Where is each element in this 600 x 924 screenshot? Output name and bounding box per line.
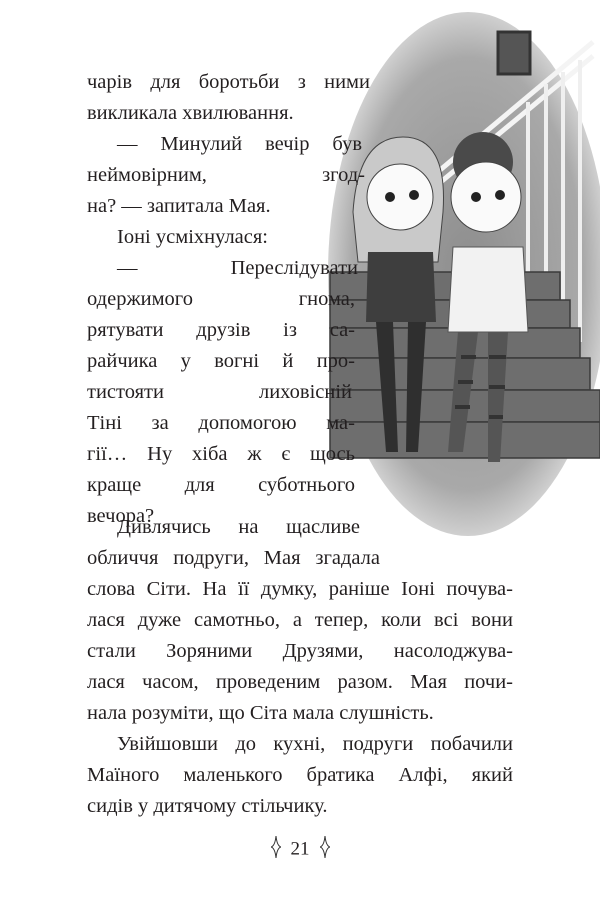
text-line: неймовірним, згод-: [87, 164, 365, 186]
page-footer: [0, 836, 600, 864]
text-line: сидів у дитячому стільчику.: [87, 795, 328, 817]
text-line: Увійшовши до кухні, подруги побачили: [117, 733, 513, 755]
star-ornament-icon: [320, 836, 330, 864]
text-line: — Переслідувати: [117, 257, 358, 279]
text-line: лася дуже самотньо, а тепер, коли всі вони: [87, 609, 513, 631]
text-line: викликала хвилювання.: [87, 102, 294, 124]
text-line: Тіні за допомогою ма-: [87, 412, 355, 434]
text-line: Маїного маленького братика Алфі, який: [87, 764, 513, 786]
text-line: рятувати друзів із са-: [87, 319, 355, 341]
text-line: гії… Ну хіба ж є щось: [87, 443, 355, 465]
text-line: стали Зоряними Друзями, насолоджува-: [87, 640, 513, 662]
page-number: 21: [290, 838, 310, 860]
text-line: обличчя подруги, Мая згадала: [87, 547, 380, 569]
text-line: краще для суботнього: [87, 474, 355, 496]
text-line: Іоні усміхнулася:: [117, 226, 269, 248]
text-line: Дивлячись на щасливе: [117, 516, 360, 538]
star-ornament-icon: [271, 836, 281, 864]
text-line: — Минулий вечір був: [117, 133, 362, 155]
text-line: лася часом, проведеним разом. Мая почи-: [87, 671, 513, 693]
text-line: райчика у вогні й про-: [87, 350, 355, 372]
text-line: слова Сіти. На її думку, раніше Іоні почува-: [87, 578, 513, 600]
text-line: одержимого гнома,: [87, 288, 355, 310]
text-line: нала розуміти, що Сіта мала слушність.: [87, 702, 434, 724]
text-line: на? — запитала Мая.: [87, 195, 271, 217]
text-line: вечора?: [87, 505, 155, 527]
text-line: тистояти лиховісній: [87, 381, 352, 403]
text-line: чарів для боротьби з ними: [87, 71, 370, 93]
